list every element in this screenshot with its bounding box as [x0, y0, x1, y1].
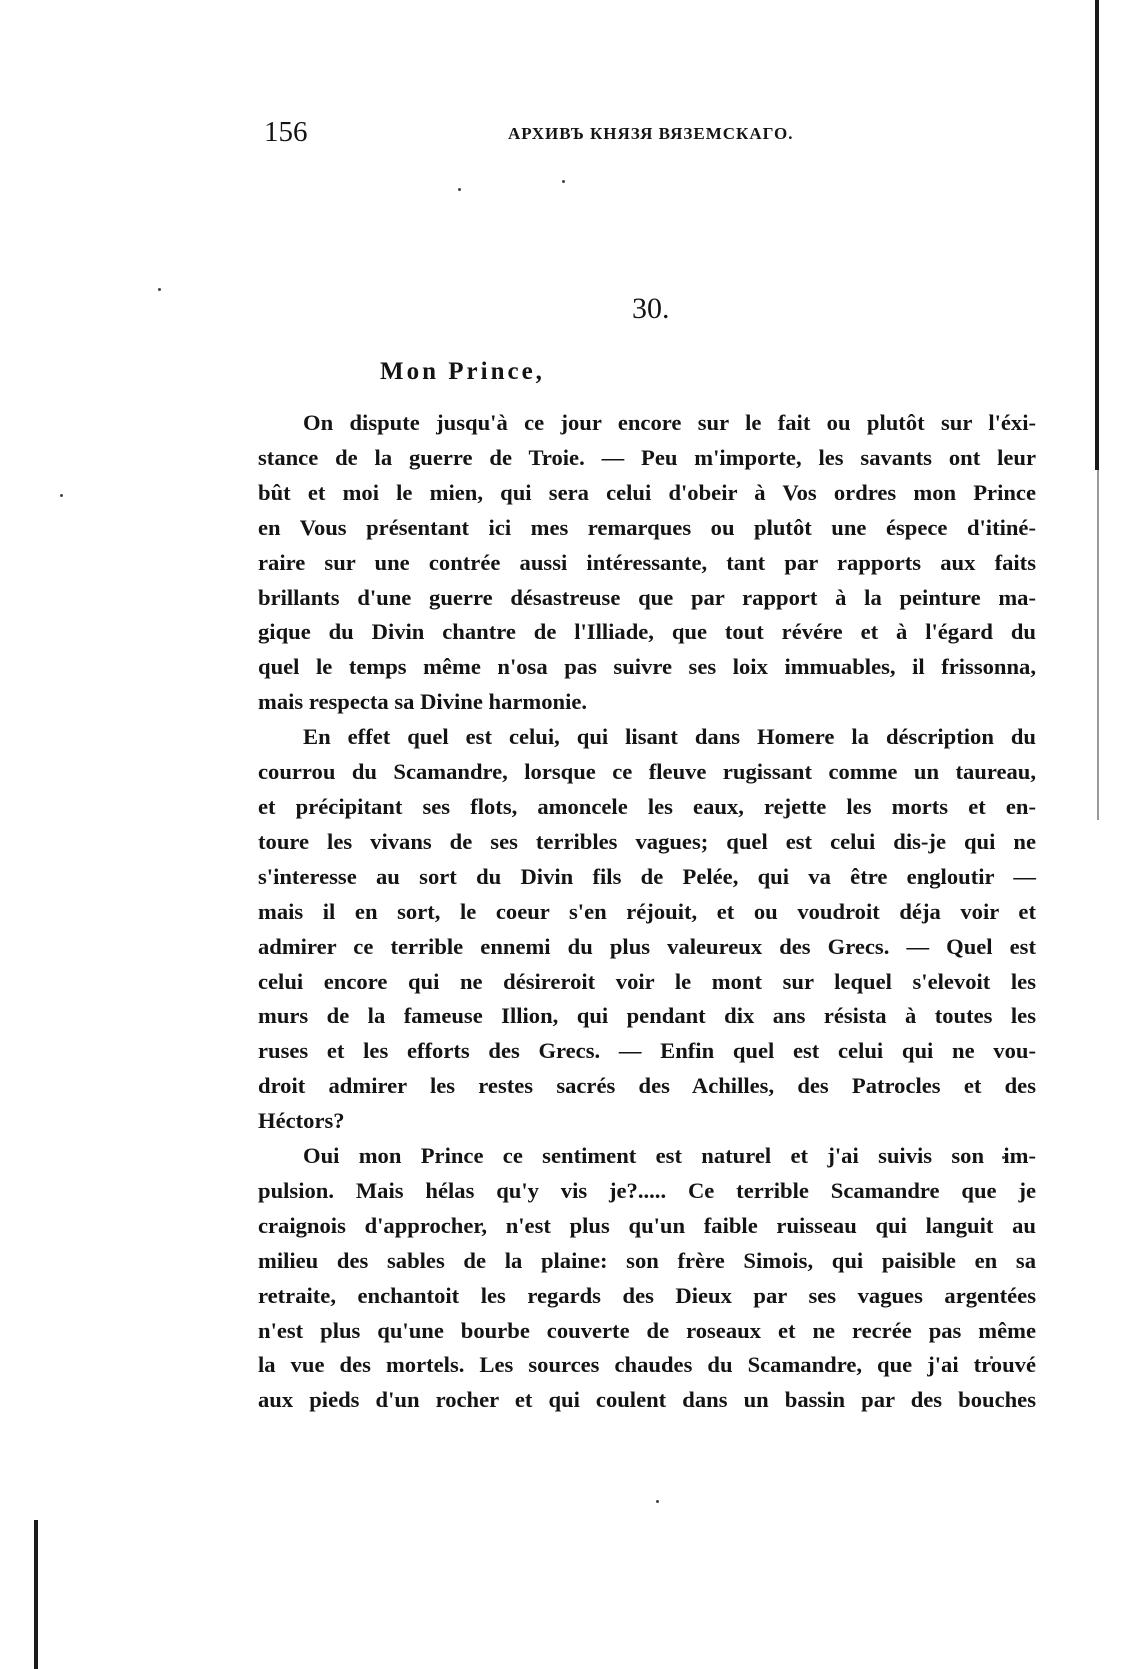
text-line: retraite, enchantoit les regards des Dieux par ses vagues argentées	[258, 1282, 1036, 1308]
scan-speck	[458, 188, 461, 191]
page-header	[264, 116, 1042, 156]
page-edge-shadow-right-lower	[1097, 470, 1099, 820]
text-line: aux pieds d'un rocher et qui coulent dans un bassin par des bouches	[258, 1387, 1036, 1413]
text-line: raire sur une contrée aussi intéressante, tant par rapports aux faits	[258, 549, 1036, 575]
text-line: pulsion. Mais hélas qu'y vis je?..... Ce terrible Scamandre que je	[258, 1177, 1036, 1203]
text-line: gique du Divin chantre de l'Illiade, que tout révére et à l'égard du	[258, 619, 1036, 645]
scan-speck	[158, 288, 161, 291]
page-number: 156	[264, 116, 308, 148]
text-line: milieu des sables de la plaine: son frère Simois, qui paisible en sa	[258, 1247, 1036, 1273]
text-line: murs de la fameuse Illion, qui pendant dix ans résista à toutes les	[258, 1003, 1036, 1029]
text-line: en Vous présentant ici mes remarques ou plutôt une éspece d'itiné-	[258, 514, 1036, 540]
text-line: stance de la guerre de Troie. — Peu m'importe, les savants ont leur	[258, 444, 1036, 470]
text-line: admirer ce terrible ennemi du plus valeureux des Grecs. — Quel est	[258, 933, 1036, 959]
text-line: On dispute jusqu'à ce jour encore sur le fait ou plutôt sur l'éxi-	[303, 410, 1036, 435]
text-line: droit admirer les restes sacrés des Achilles, des Patrocles et des	[258, 1073, 1036, 1099]
text-line: s'interesse au sort du Divin fils de Pelée, qui va être engloutir —	[258, 863, 1036, 889]
text-line: brillants d'une guerre désastreuse que par rapport à la peinture ma-	[258, 584, 1036, 610]
letter-body	[258, 406, 1036, 1418]
page-edge-shadow-right	[1095, 0, 1099, 470]
text-line: quel le temps même n'osa pas suivre ses loix immuables, il frissonna,	[258, 654, 1036, 680]
text-line: craignois d'approcher, n'est plus qu'un faible ruisseau qui languit au	[258, 1212, 1036, 1238]
text-line: Héctors?	[258, 1108, 345, 1134]
letter-number: 30.	[632, 292, 670, 325]
scan-speck	[656, 1500, 659, 1503]
text-line: bût et moi le mien, qui sera celui d'obeir à Vos ordres mon Prince	[258, 479, 1036, 505]
text-line: mais respecta sa Divine harmonie.	[258, 689, 588, 715]
text-line: toure les vivans de ses terribles vagues; quel est celui dis-je qui ne	[258, 828, 1036, 854]
text-line: ruses et les efforts des Grecs. — Enfin quel est celui qui ne vou-	[258, 1038, 1036, 1064]
salutation: Mon Prince,	[380, 358, 545, 385]
running-head: АРХИВЪ КНЯЗЯ ВЯЗЕМСКАГО.	[508, 124, 794, 143]
text-line: et précipitant ses flots, amoncele les eaux, rejette les morts et en-	[258, 793, 1036, 819]
text-line: n'est plus qu'une bourbe couverte de roseaux et ne recrée pas même	[258, 1317, 1036, 1343]
page-edge-shadow-left	[34, 1520, 38, 1669]
scan-speck	[60, 494, 63, 497]
text-line: la vue des mortels. Les sources chaudes du Scamandre, que j'ai trouvé	[258, 1352, 1036, 1378]
text-line: mais il en sort, le coeur s'en réjouit, et ou voudroit déja voir et	[258, 898, 1036, 924]
text-line: courrou du Scamandre, lorsque ce fleuve rugissant comme un taureau,	[258, 759, 1036, 785]
text-line: celui encore qui ne désireroit voir le mont sur lequel s'elevoit les	[258, 968, 1036, 994]
text-line: Oui mon Prince ce sentiment est naturel et j'ai suivis son im-	[303, 1143, 1036, 1169]
text-line: En effet quel est celui, qui lisant dans Homere la déscription du	[303, 724, 1036, 750]
scan-speck	[562, 180, 565, 183]
